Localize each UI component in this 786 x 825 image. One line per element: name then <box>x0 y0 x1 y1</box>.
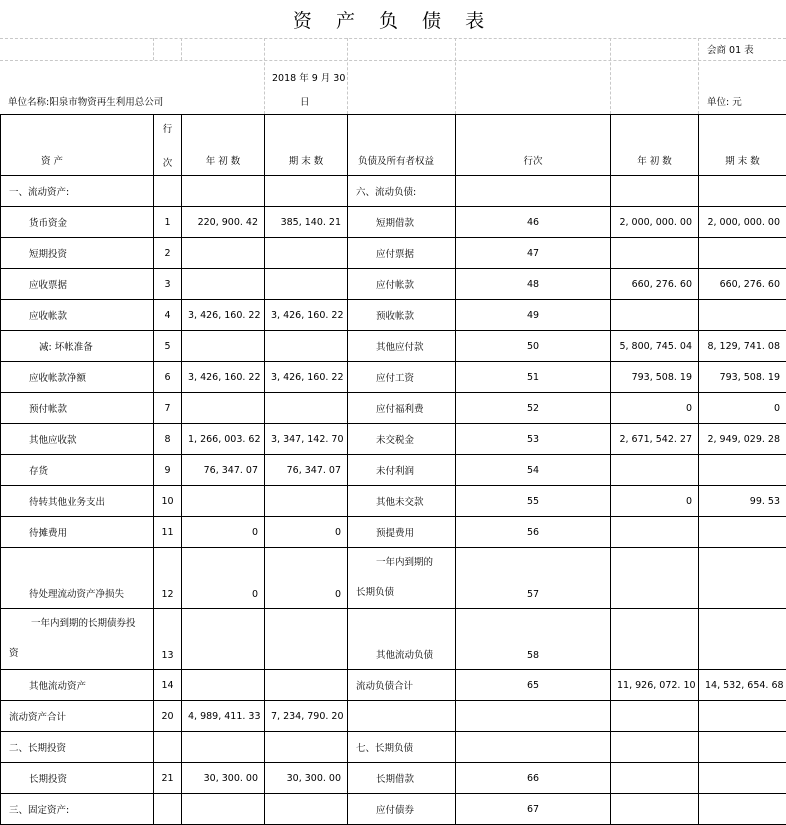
liability-line-no: 51 <box>456 362 611 393</box>
liability-name <box>348 701 456 732</box>
table-row <box>1 269 786 300</box>
report-date-line2: 日 <box>300 94 310 108</box>
asset-line-no: 7 <box>154 393 182 424</box>
table-row <box>1 300 786 331</box>
liability-begin-value <box>611 609 699 670</box>
asset-end-value <box>265 609 348 670</box>
asset-begin-value: 0 <box>182 517 265 548</box>
liability-end-value <box>699 548 786 609</box>
liability-line-no: 54 <box>456 455 611 486</box>
asset-begin-value: 76, 347. 07 <box>182 455 265 486</box>
liability-line-no <box>456 176 611 207</box>
report-header-area <box>0 38 786 114</box>
asset-line-no <box>154 176 182 207</box>
asset-name: 三、固定资产: <box>1 794 154 825</box>
liability-line-no: 47 <box>456 238 611 269</box>
liability-name: 预提费用 <box>348 517 456 548</box>
asset-line-no: 2 <box>154 238 182 269</box>
col-header-asset: 资 产 <box>1 115 154 176</box>
table-row <box>1 763 786 794</box>
liability-line-no: 55 <box>456 486 611 517</box>
asset-end-value <box>265 238 348 269</box>
asset-name: 短期投资 <box>1 238 154 269</box>
liability-line-no: 49 <box>456 300 611 331</box>
liability-name: 未交税金 <box>348 424 456 455</box>
col-header-begin: 年 初 数 <box>182 115 265 176</box>
asset-line-no: 3 <box>154 269 182 300</box>
form-code: 会商 01 表 <box>707 42 754 56</box>
asset-begin-value <box>182 238 265 269</box>
asset-end-value <box>265 670 348 701</box>
liability-name-line1: 一年内到期的 <box>356 554 449 568</box>
asset-end-value: 3, 347, 142. 70 <box>265 424 348 455</box>
asset-begin-value <box>182 176 265 207</box>
table-row <box>1 362 786 393</box>
liability-name: 七、长期负债 <box>348 732 456 763</box>
asset-name: 流动资产合计 <box>1 701 154 732</box>
asset-begin-value <box>182 331 265 362</box>
liability-name: 短期借款 <box>348 207 456 238</box>
liability-begin-value <box>611 732 699 763</box>
asset-name <box>1 609 154 670</box>
asset-name: 应收帐款 <box>1 300 154 331</box>
liability-line-no: 66 <box>456 763 611 794</box>
liability-line-no: 67 <box>456 794 611 825</box>
col-header-liab-line-no: 行次 <box>456 115 611 176</box>
asset-name: 待转其他业务支出 <box>1 486 154 517</box>
liability-end-value <box>699 300 786 331</box>
liability-begin-value <box>611 763 699 794</box>
liability-end-value <box>699 732 786 763</box>
liability-begin-value <box>611 300 699 331</box>
asset-line-no: 6 <box>154 362 182 393</box>
balance-sheet-table <box>0 114 786 825</box>
liability-line-no: 48 <box>456 269 611 300</box>
liability-line-no <box>456 732 611 763</box>
asset-begin-value <box>182 670 265 701</box>
report-title: 资 产 负 债 表 <box>0 0 786 38</box>
asset-line-no: 21 <box>154 763 182 794</box>
asset-line-no: 13 <box>154 609 182 670</box>
table-row <box>1 609 786 670</box>
liability-end-value: 0 <box>699 393 786 424</box>
asset-end-value <box>265 176 348 207</box>
asset-end-value: 0 <box>265 548 348 609</box>
asset-begin-value <box>182 393 265 424</box>
liability-name: 应付债券 <box>348 794 456 825</box>
liability-name: 其他应付款 <box>348 331 456 362</box>
asset-name: 减: 坏帐准备 <box>1 331 154 362</box>
col-header-line-no <box>154 115 182 176</box>
asset-begin-value <box>182 486 265 517</box>
liability-begin-value <box>611 176 699 207</box>
liability-name: 其他流动负债 <box>348 609 456 670</box>
liability-end-value <box>699 176 786 207</box>
asset-name: 其他流动资产 <box>1 670 154 701</box>
asset-name: 其他应收款 <box>1 424 154 455</box>
liability-end-value <box>699 517 786 548</box>
currency-unit: 单位: 元 <box>707 94 742 108</box>
liability-end-value: 793, 508. 19 <box>699 362 786 393</box>
liability-end-value <box>699 455 786 486</box>
liability-line-no <box>456 701 611 732</box>
asset-begin-value: 30, 300. 00 <box>182 763 265 794</box>
liability-begin-value: 11, 926, 072. 10 <box>611 670 699 701</box>
liability-begin-value <box>611 455 699 486</box>
liability-name: 长期借款 <box>348 763 456 794</box>
asset-begin-value: 0 <box>182 548 265 609</box>
liability-name: 六、流动负债: <box>348 176 456 207</box>
asset-begin-value: 4, 989, 411. 33 <box>182 701 265 732</box>
liability-line-no: 50 <box>456 331 611 362</box>
asset-name: 长期投资 <box>1 763 154 794</box>
asset-end-value: 3, 426, 160. 22 <box>265 362 348 393</box>
asset-begin-value <box>182 732 265 763</box>
asset-begin-value: 220, 900. 42 <box>182 207 265 238</box>
asset-begin-value: 3, 426, 160. 22 <box>182 362 265 393</box>
asset-name: 货币资金 <box>1 207 154 238</box>
liability-name: 应付票据 <box>348 238 456 269</box>
liability-line-no: 52 <box>456 393 611 424</box>
liability-end-value: 2, 000, 000. 00 <box>699 207 786 238</box>
asset-name-line2: 资 <box>9 645 147 659</box>
liability-end-value: 660, 276. 60 <box>699 269 786 300</box>
table-row <box>1 517 786 548</box>
asset-name: 预付帐款 <box>1 393 154 424</box>
asset-end-value <box>265 486 348 517</box>
table-row <box>1 331 786 362</box>
table-row <box>1 176 786 207</box>
asset-line-no: 10 <box>154 486 182 517</box>
liability-end-value <box>699 763 786 794</box>
asset-line-no: 4 <box>154 300 182 331</box>
line-no-bottom: 次 <box>154 155 181 169</box>
table-row <box>1 486 786 517</box>
asset-begin-value <box>182 794 265 825</box>
asset-line-no: 12 <box>154 548 182 609</box>
liability-name-line2: 长期负债 <box>356 584 449 598</box>
asset-line-no <box>154 794 182 825</box>
liability-end-value <box>699 701 786 732</box>
liability-begin-value: 793, 508. 19 <box>611 362 699 393</box>
liability-begin-value <box>611 794 699 825</box>
liability-end-value <box>699 609 786 670</box>
col-header-end: 期 末 数 <box>265 115 348 176</box>
asset-end-value: 30, 300. 00 <box>265 763 348 794</box>
asset-begin-value <box>182 269 265 300</box>
asset-line-no: 1 <box>154 207 182 238</box>
liability-begin-value: 0 <box>611 393 699 424</box>
asset-end-value: 385, 140. 21 <box>265 207 348 238</box>
liability-name: 其他未交款 <box>348 486 456 517</box>
liability-name: 流动负债合计 <box>348 670 456 701</box>
asset-end-value <box>265 269 348 300</box>
asset-end-value: 7, 234, 790. 20 <box>265 701 348 732</box>
asset-line-no: 8 <box>154 424 182 455</box>
liability-end-value: 99. 53 <box>699 486 786 517</box>
col-header-liab-begin: 年 初 数 <box>611 115 699 176</box>
asset-begin-value: 3, 426, 160. 22 <box>182 300 265 331</box>
table-row <box>1 424 786 455</box>
asset-name: 存货 <box>1 455 154 486</box>
liability-name: 未付利润 <box>348 455 456 486</box>
asset-end-value: 76, 347. 07 <box>265 455 348 486</box>
liability-name: 预收帐款 <box>348 300 456 331</box>
asset-line-no: 11 <box>154 517 182 548</box>
liability-begin-value <box>611 517 699 548</box>
asset-name: 一、流动资产: <box>1 176 154 207</box>
asset-name-line1: 一年内到期的长期债券投 <box>9 615 147 629</box>
report-date-line1: 2018 年 9 月 30 <box>272 70 345 84</box>
col-header-liabilities: 负债及所有者权益 <box>348 115 456 176</box>
asset-line-no: 5 <box>154 331 182 362</box>
asset-name: 应收票据 <box>1 269 154 300</box>
asset-begin-value: 1, 266, 003. 62 <box>182 424 265 455</box>
asset-name: 应收帐款净额 <box>1 362 154 393</box>
table-row <box>1 670 786 701</box>
asset-line-no: 14 <box>154 670 182 701</box>
liability-end-value: 14, 532, 654. 68 <box>699 670 786 701</box>
liability-begin-value <box>611 548 699 609</box>
liability-line-no: 46 <box>456 207 611 238</box>
asset-name: 二、长期投资 <box>1 732 154 763</box>
asset-line-no <box>154 732 182 763</box>
liability-begin-value: 0 <box>611 486 699 517</box>
unit-name: 单位名称:阳泉市物资再生利用总公司 <box>8 94 163 108</box>
liability-line-no: 53 <box>456 424 611 455</box>
liability-end-value <box>699 238 786 269</box>
liability-line-no: 56 <box>456 517 611 548</box>
liability-name: 应付工资 <box>348 362 456 393</box>
liability-line-no: 65 <box>456 670 611 701</box>
table-row <box>1 238 786 269</box>
asset-end-value: 3, 426, 160. 22 <box>265 300 348 331</box>
liability-name: 应付福利费 <box>348 393 456 424</box>
liability-begin-value: 2, 000, 000. 00 <box>611 207 699 238</box>
asset-name: 待摊费用 <box>1 517 154 548</box>
liability-begin-value <box>611 238 699 269</box>
table-row <box>1 732 786 763</box>
liability-begin-value: 5, 800, 745. 04 <box>611 331 699 362</box>
asset-line-no: 9 <box>154 455 182 486</box>
table-row <box>1 393 786 424</box>
asset-end-value <box>265 331 348 362</box>
asset-name: 待处理流动资产净损失 <box>1 548 154 609</box>
liability-name: 应付帐款 <box>348 269 456 300</box>
table-row <box>1 207 786 238</box>
liability-name <box>348 548 456 609</box>
liability-begin-value: 660, 276. 60 <box>611 269 699 300</box>
asset-end-value <box>265 794 348 825</box>
asset-end-value: 0 <box>265 517 348 548</box>
table-row <box>1 701 786 732</box>
asset-end-value <box>265 393 348 424</box>
line-no-top: 行 <box>154 121 181 135</box>
liability-line-no: 58 <box>456 609 611 670</box>
table-row <box>1 794 786 825</box>
table-header-row <box>1 115 786 176</box>
liability-line-no: 57 <box>456 548 611 609</box>
asset-line-no: 20 <box>154 701 182 732</box>
asset-end-value <box>265 732 348 763</box>
liability-begin-value <box>611 701 699 732</box>
col-header-liab-end: 期 末 数 <box>699 115 786 176</box>
liability-end-value <box>699 794 786 825</box>
table-row <box>1 548 786 609</box>
table-row <box>1 455 786 486</box>
asset-begin-value <box>182 609 265 670</box>
liability-begin-value: 2, 671, 542. 27 <box>611 424 699 455</box>
liability-end-value: 8, 129, 741. 08 <box>699 331 786 362</box>
liability-end-value: 2, 949, 029. 28 <box>699 424 786 455</box>
